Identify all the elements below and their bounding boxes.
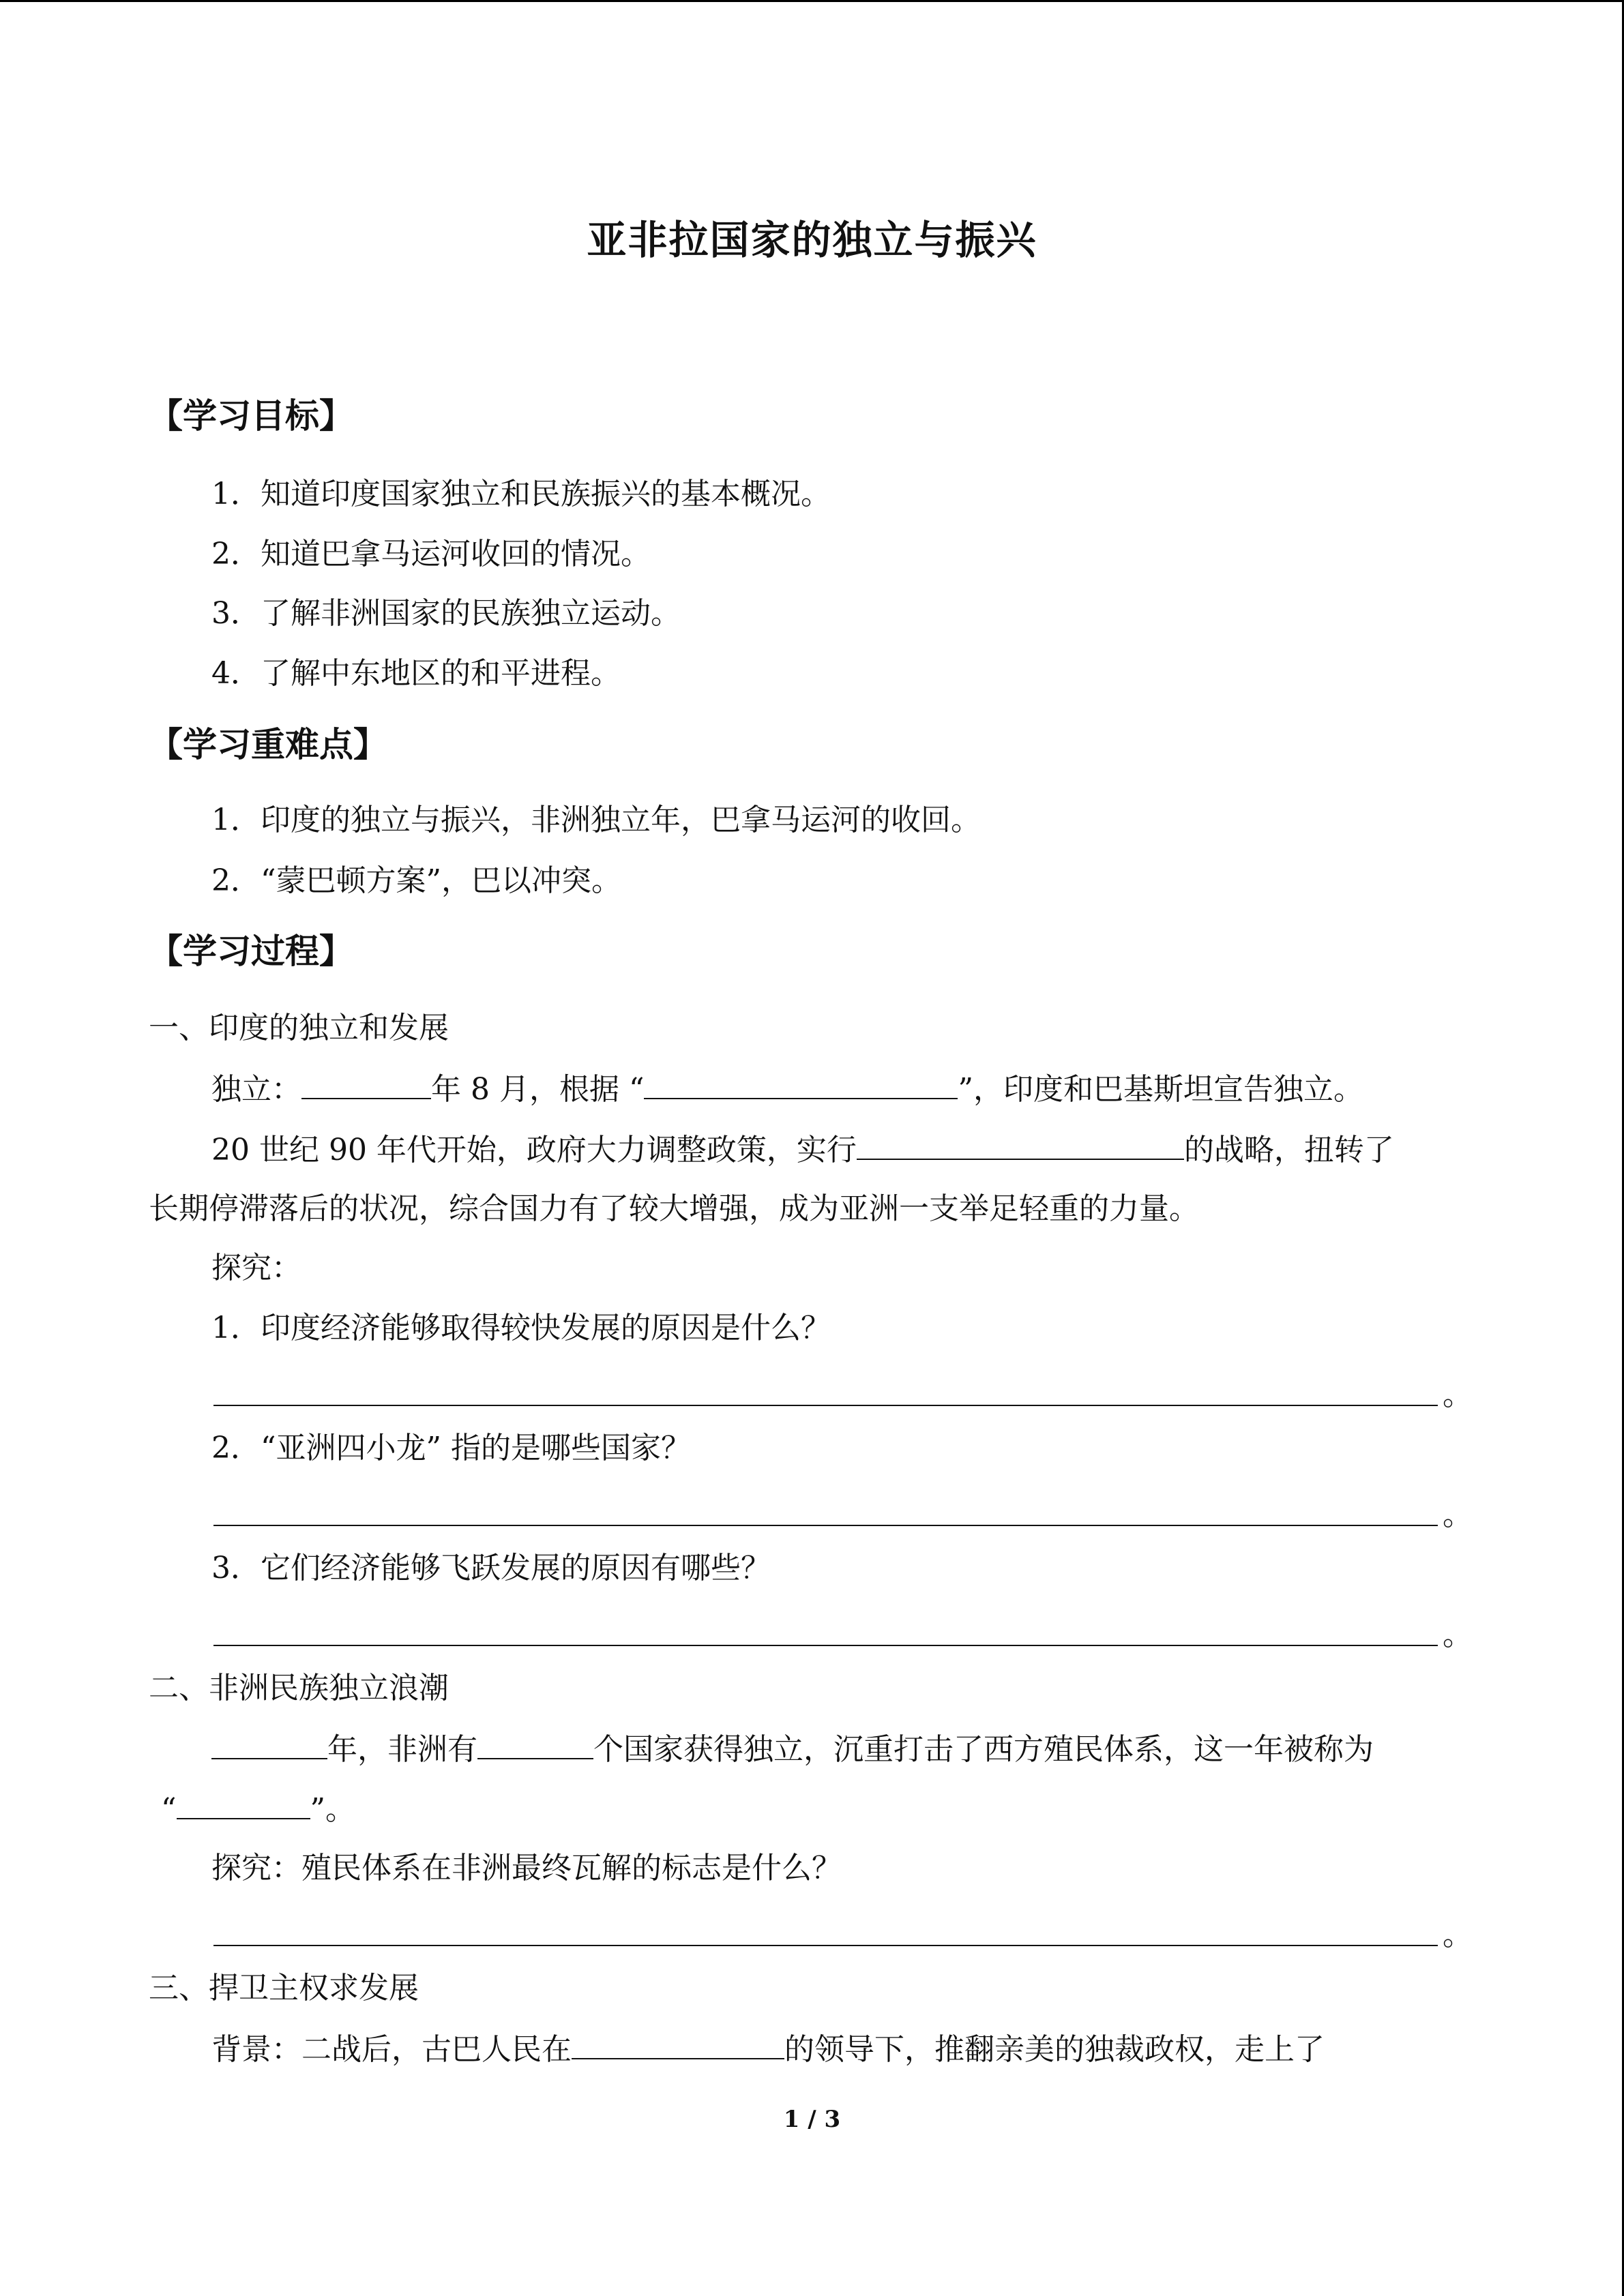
end-mark: 。 — [1443, 1497, 1473, 1532]
fill-blank-plan[interactable] — [644, 1068, 958, 1099]
part1-heading: 一、印度的独立和发展 — [149, 1011, 449, 1045]
part2-explore: 探究：殖民体系在非洲最终瓦解的标志是什么？ — [211, 1851, 842, 1885]
answer-line-1[interactable] — [213, 1405, 1438, 1406]
strategy-text-end: 的战略，扭转了 — [1183, 1133, 1394, 1167]
end-mark: 。 — [1443, 1377, 1473, 1412]
explore-label: 探究： — [211, 1251, 301, 1285]
fill-blank-count[interactable] — [477, 1728, 593, 1759]
process-heading: 【学习过程】 — [149, 931, 353, 971]
objective-item: 4．了解中东地区的和平进程。 — [211, 656, 621, 691]
strategy-line — [211, 1129, 1394, 1171]
answer-line-4[interactable] — [213, 1945, 1438, 1946]
independence-line — [211, 1068, 1363, 1110]
objectives-heading: 【学习目标】 — [149, 396, 353, 436]
africa-text: 年，非洲有 — [327, 1732, 477, 1767]
end-mark: 。 — [1443, 1617, 1473, 1652]
close-quote: ”。 — [310, 1792, 355, 1827]
top-border — [0, 0, 1624, 2]
part3-heading: 三、捍卫主权求发展 — [149, 1971, 419, 2006]
africa-line — [211, 1728, 1374, 1770]
background-text-end: 的领导下，推翻亲美的独裁政权，走上了 — [784, 2032, 1325, 2067]
background-text: 背景：二战后，古巴人民在 — [211, 2032, 572, 2067]
end-mark: 。 — [1443, 1918, 1473, 1952]
question-3: 3．它们经济能够飞跃发展的原因有哪些？ — [211, 1551, 771, 1585]
keypoints-heading: 【学习重难点】 — [149, 724, 387, 764]
objective-item: 3．了解非洲国家的民族独立运动。 — [211, 596, 681, 631]
keypoint-item: 2．“蒙巴顿方案”，巴以冲突。 — [211, 863, 621, 898]
answer-line-3[interactable] — [213, 1645, 1438, 1646]
strategy-text: 20 世纪 90 年代开始，政府大力调整政策，实行 — [211, 1133, 857, 1167]
independence-text: 年 8 月，根据 “ — [431, 1072, 645, 1107]
objective-item: 2．知道巴拿马运河收回的情况。 — [211, 537, 651, 571]
africa-text-end: 个国家获得独立，沉重打击了西方殖民体系，这一年被称为 — [593, 1732, 1374, 1767]
independence-label: 独立： — [211, 1072, 301, 1107]
fill-blank-year[interactable] — [211, 1728, 327, 1759]
strategy-continuation: 长期停滞落后的状况，综合国力有了较大增强，成为亚洲一支举足轻重的力量。 — [149, 1191, 1199, 1226]
fill-blank-year[interactable] — [301, 1068, 431, 1099]
fill-blank-year-name[interactable] — [177, 1788, 310, 1819]
question-2: 2．“亚洲四小龙” 指的是哪些国家？ — [211, 1431, 691, 1465]
page-number: 1 / 3 — [783, 2106, 841, 2133]
fill-blank-strategy[interactable] — [857, 1129, 1184, 1160]
independence-text-end: ”，印度和巴基斯坦宣告独立。 — [958, 1072, 1363, 1107]
answer-line-2[interactable] — [213, 1525, 1438, 1526]
open-quote: “ — [161, 1792, 177, 1827]
question-1: 1．印度经济能够取得较快发展的原因是什么？ — [211, 1311, 831, 1345]
page-title: 亚非拉国家的独立与振兴 — [587, 217, 1037, 263]
part2-heading: 二、非洲民族独立浪潮 — [149, 1671, 449, 1705]
keypoint-item: 1．印度的独立与振兴，非洲独立年，巴拿马运河的收回。 — [211, 803, 981, 837]
fill-blank-leader[interactable] — [572, 2028, 784, 2059]
background-line — [211, 2028, 1325, 2070]
africa-year-name-line — [161, 1788, 355, 1830]
objective-item: 1．知道印度国家独立和民族振兴的基本概况。 — [211, 477, 831, 511]
